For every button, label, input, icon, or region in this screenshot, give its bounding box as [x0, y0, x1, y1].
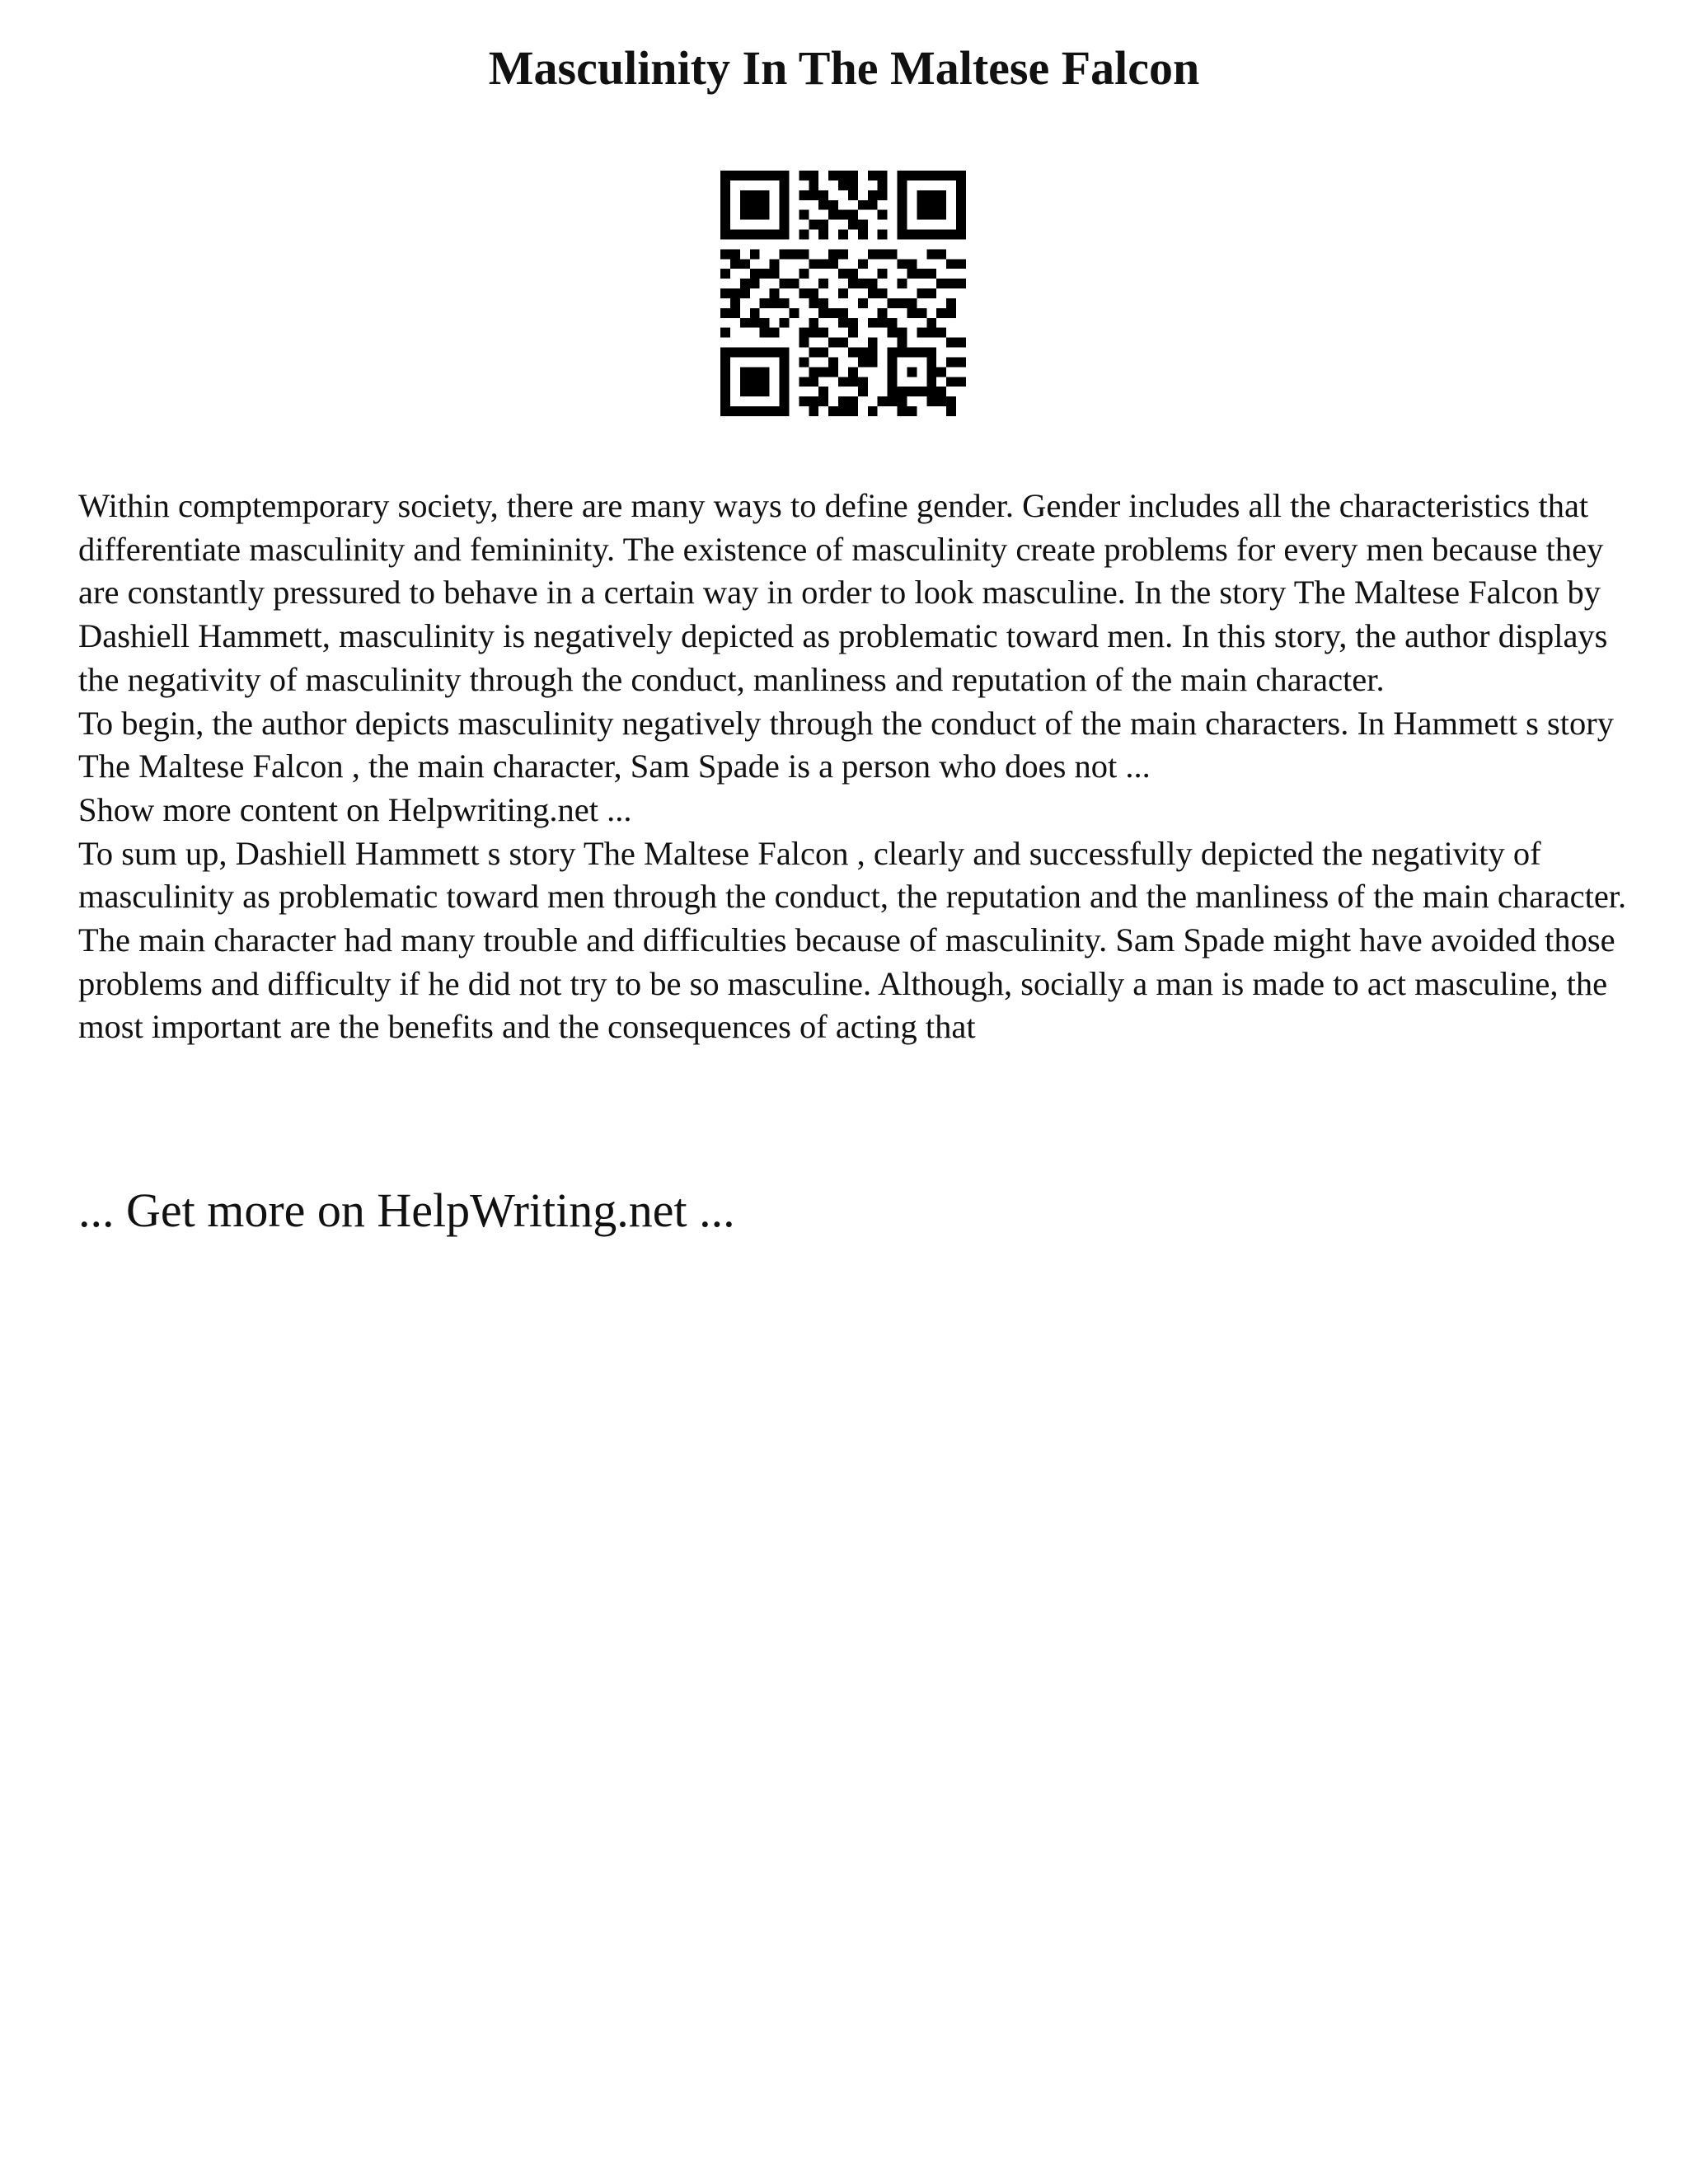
show-more-link[interactable]: Show more content on Helpwriting.net ... [78, 790, 632, 828]
document-body [78, 485, 1628, 1049]
paragraph-conclusion: To sum up, Dashiell Hammett s story The Maltese Falcon , clearly and successfully depicted the negativity of masculinity as problematic toward men through the conduct, the reputation and the manliness of the main character. The main character had many trouble and difficulties because of masculinity. Sam Spade might have avoided those problems and difficulty if he did not try to be so masculine. Although, socially a man is made to act masculine, the most important are the benefits and the consequences of acting that [78, 834, 1627, 1046]
document-title: Masculinity In The Maltese Falcon [488, 41, 1200, 95]
qr-code-icon [720, 171, 966, 416]
paragraph-body: To begin, the author depicts masculinity negatively through the conduct of the main characters. In Hammett s story The Maltese Falcon , the main character, Sam Spade is a person who does not ... [78, 704, 1615, 785]
paragraph-intro: Within comptemporary society, there are many ways to define gender. Gender includes all the characteristics that differentiate masculinity and femininity. The existence of masculinity create problems for every men because they are constantly pressured to behave in a certain way in order to look masculine. In the story The Maltese Falcon by Dashiell Hammett, masculinity is negatively depicted as problematic toward men. In this story, the author displays the negativity of masculinity through the conduct, manliness and reputation of the main character. [78, 487, 1608, 698]
get-more-link[interactable]: ... Get more on HelpWriting.net ... [78, 1183, 735, 1237]
